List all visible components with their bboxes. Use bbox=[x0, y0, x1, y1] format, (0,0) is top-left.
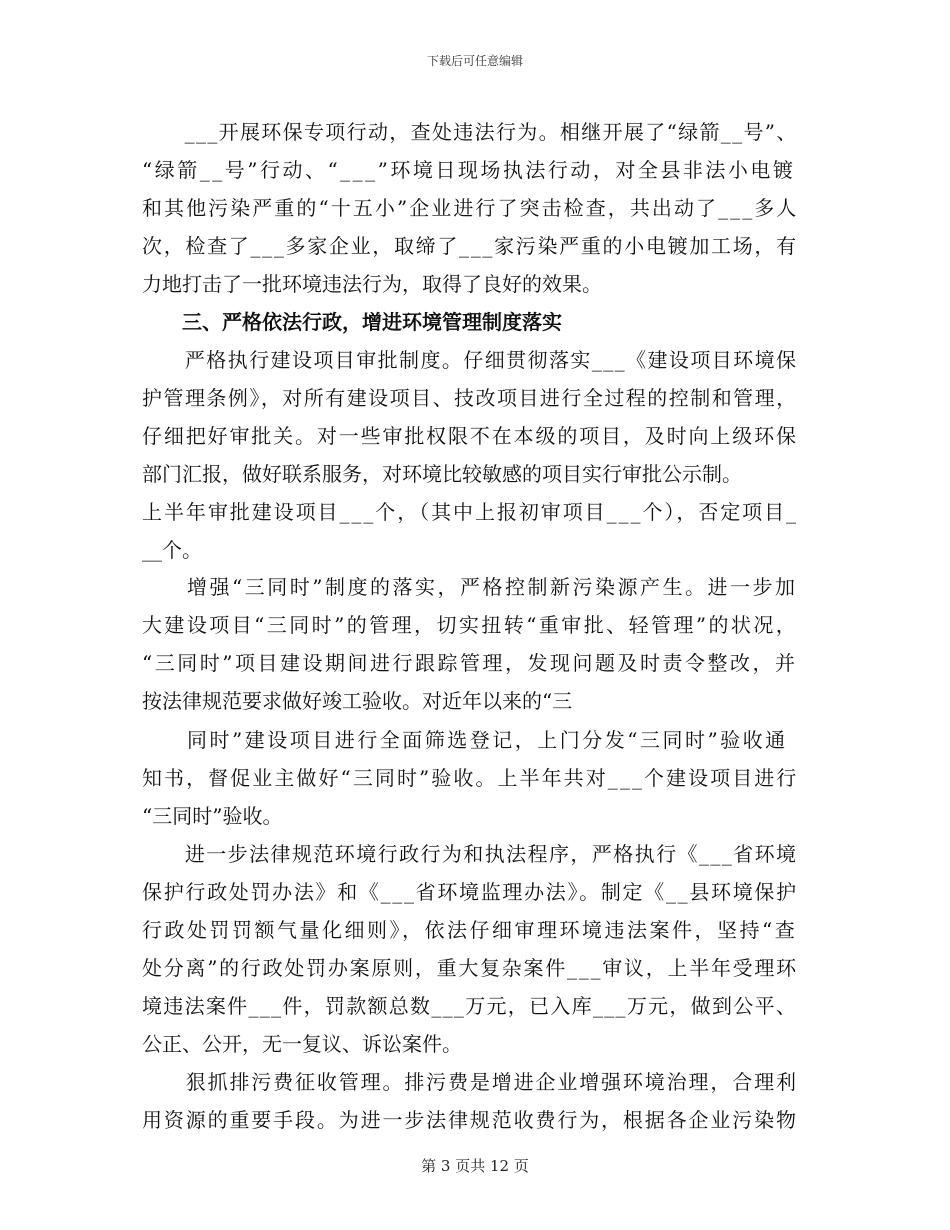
paragraph-line: 境违法案件___件，罚款额总数___万元，已入库___万元，做到公平、 bbox=[142, 994, 798, 1018]
page-header: 下载后可任意编辑 bbox=[426, 54, 523, 68]
paragraph-line: 公正、公开，无一复议、诉讼案件。 bbox=[142, 1032, 462, 1056]
paragraph-line: ___开展环保专项行动，查处违法行为。相继开展了“绿箭__号”、 bbox=[142, 120, 798, 144]
paragraph-line: 部门汇报，做好联系服务，对环境比较敏感的项目实行审批公示制。 bbox=[142, 462, 742, 486]
paragraph-line: 同时”建设项目进行全面筛选登记，上门分发“三同时”验收通 bbox=[142, 728, 788, 752]
paragraph-line: 保护行政处罚办法》和《___省环境监理办法》。制定《__县环境保护 bbox=[142, 880, 798, 904]
section-heading: 三、严格依法行政，增进环境管理制度落实 bbox=[142, 310, 562, 334]
paragraph-line: “三同时”验收。 bbox=[142, 804, 283, 828]
paragraph-line: 处分离”的行政处罚办案原则，重大复杂案件___审议，上半年受理环 bbox=[142, 956, 798, 980]
paragraph-line: 护管理条例》，对所有建设项目、技改项目进行全过程的控制和管理， bbox=[142, 386, 798, 410]
paragraph-line: “三同时”项目建设期间进行跟踪管理，发现问题及时责令整改，并 bbox=[142, 651, 798, 675]
paragraph-line: __个。 bbox=[142, 538, 202, 562]
paragraph-line: 上半年审批建设项目___个，（其中上报初审项目___个），否定项目_ bbox=[142, 500, 798, 524]
paragraph-line: 用资源的重要手段。为进一步法律规范收费行为，根据各企业污染物 bbox=[142, 1108, 798, 1132]
paragraph-line: 狠抓排污费征收管理。排污费是增进企业增强环境治理，合理利 bbox=[142, 1070, 798, 1094]
paragraph-line: 行政处罚罚额气量化细则》，依法仔细审理环境违法案件，坚持“查 bbox=[142, 918, 798, 942]
paragraph-line: 增强“三同时”制度的落实，严格控制新污染源产生。进一步加 bbox=[142, 575, 798, 599]
paragraph-line: 知书，督促业主做好“三同时”验收。上半年共对___个建设项目进行 bbox=[142, 766, 799, 790]
paragraph-line: 力地打击了一批环境违法行为，取得了良好的效果。 bbox=[142, 272, 602, 296]
paragraph-line: 和其他污染严重的“十五小”企业进行了突击检查，共出动了___多人 bbox=[142, 196, 799, 220]
page-footer: 第 3 页共 12 页 bbox=[421, 1157, 529, 1175]
paragraph-line: 仔细把好审批关。对一些审批权限不在本级的项目，及时向上级环保 bbox=[142, 424, 798, 448]
paragraph-line: 严格执行建设项目审批制度。仔细贯彻落实___《建设项目环境保 bbox=[142, 348, 798, 372]
paragraph-line: 次，检查了___多家企业，取缔了___家污染严重的小电镀加工场，有 bbox=[142, 234, 798, 258]
paragraph-line: 进一步法律规范环境行政行为和执法程序，严格执行《___省环境 bbox=[142, 842, 798, 866]
paragraph-line: 大建设项目“三同时”的管理，切实扭转“重审批、轻管理”的状况， bbox=[142, 613, 799, 637]
paragraph-line: 按法律规范要求做好竣工验收。对近年以来的“三 bbox=[142, 689, 573, 713]
paragraph-line: “绿箭__号”行动、“___”环境日现场执法行动，对全县非法小电镀 bbox=[142, 158, 796, 182]
